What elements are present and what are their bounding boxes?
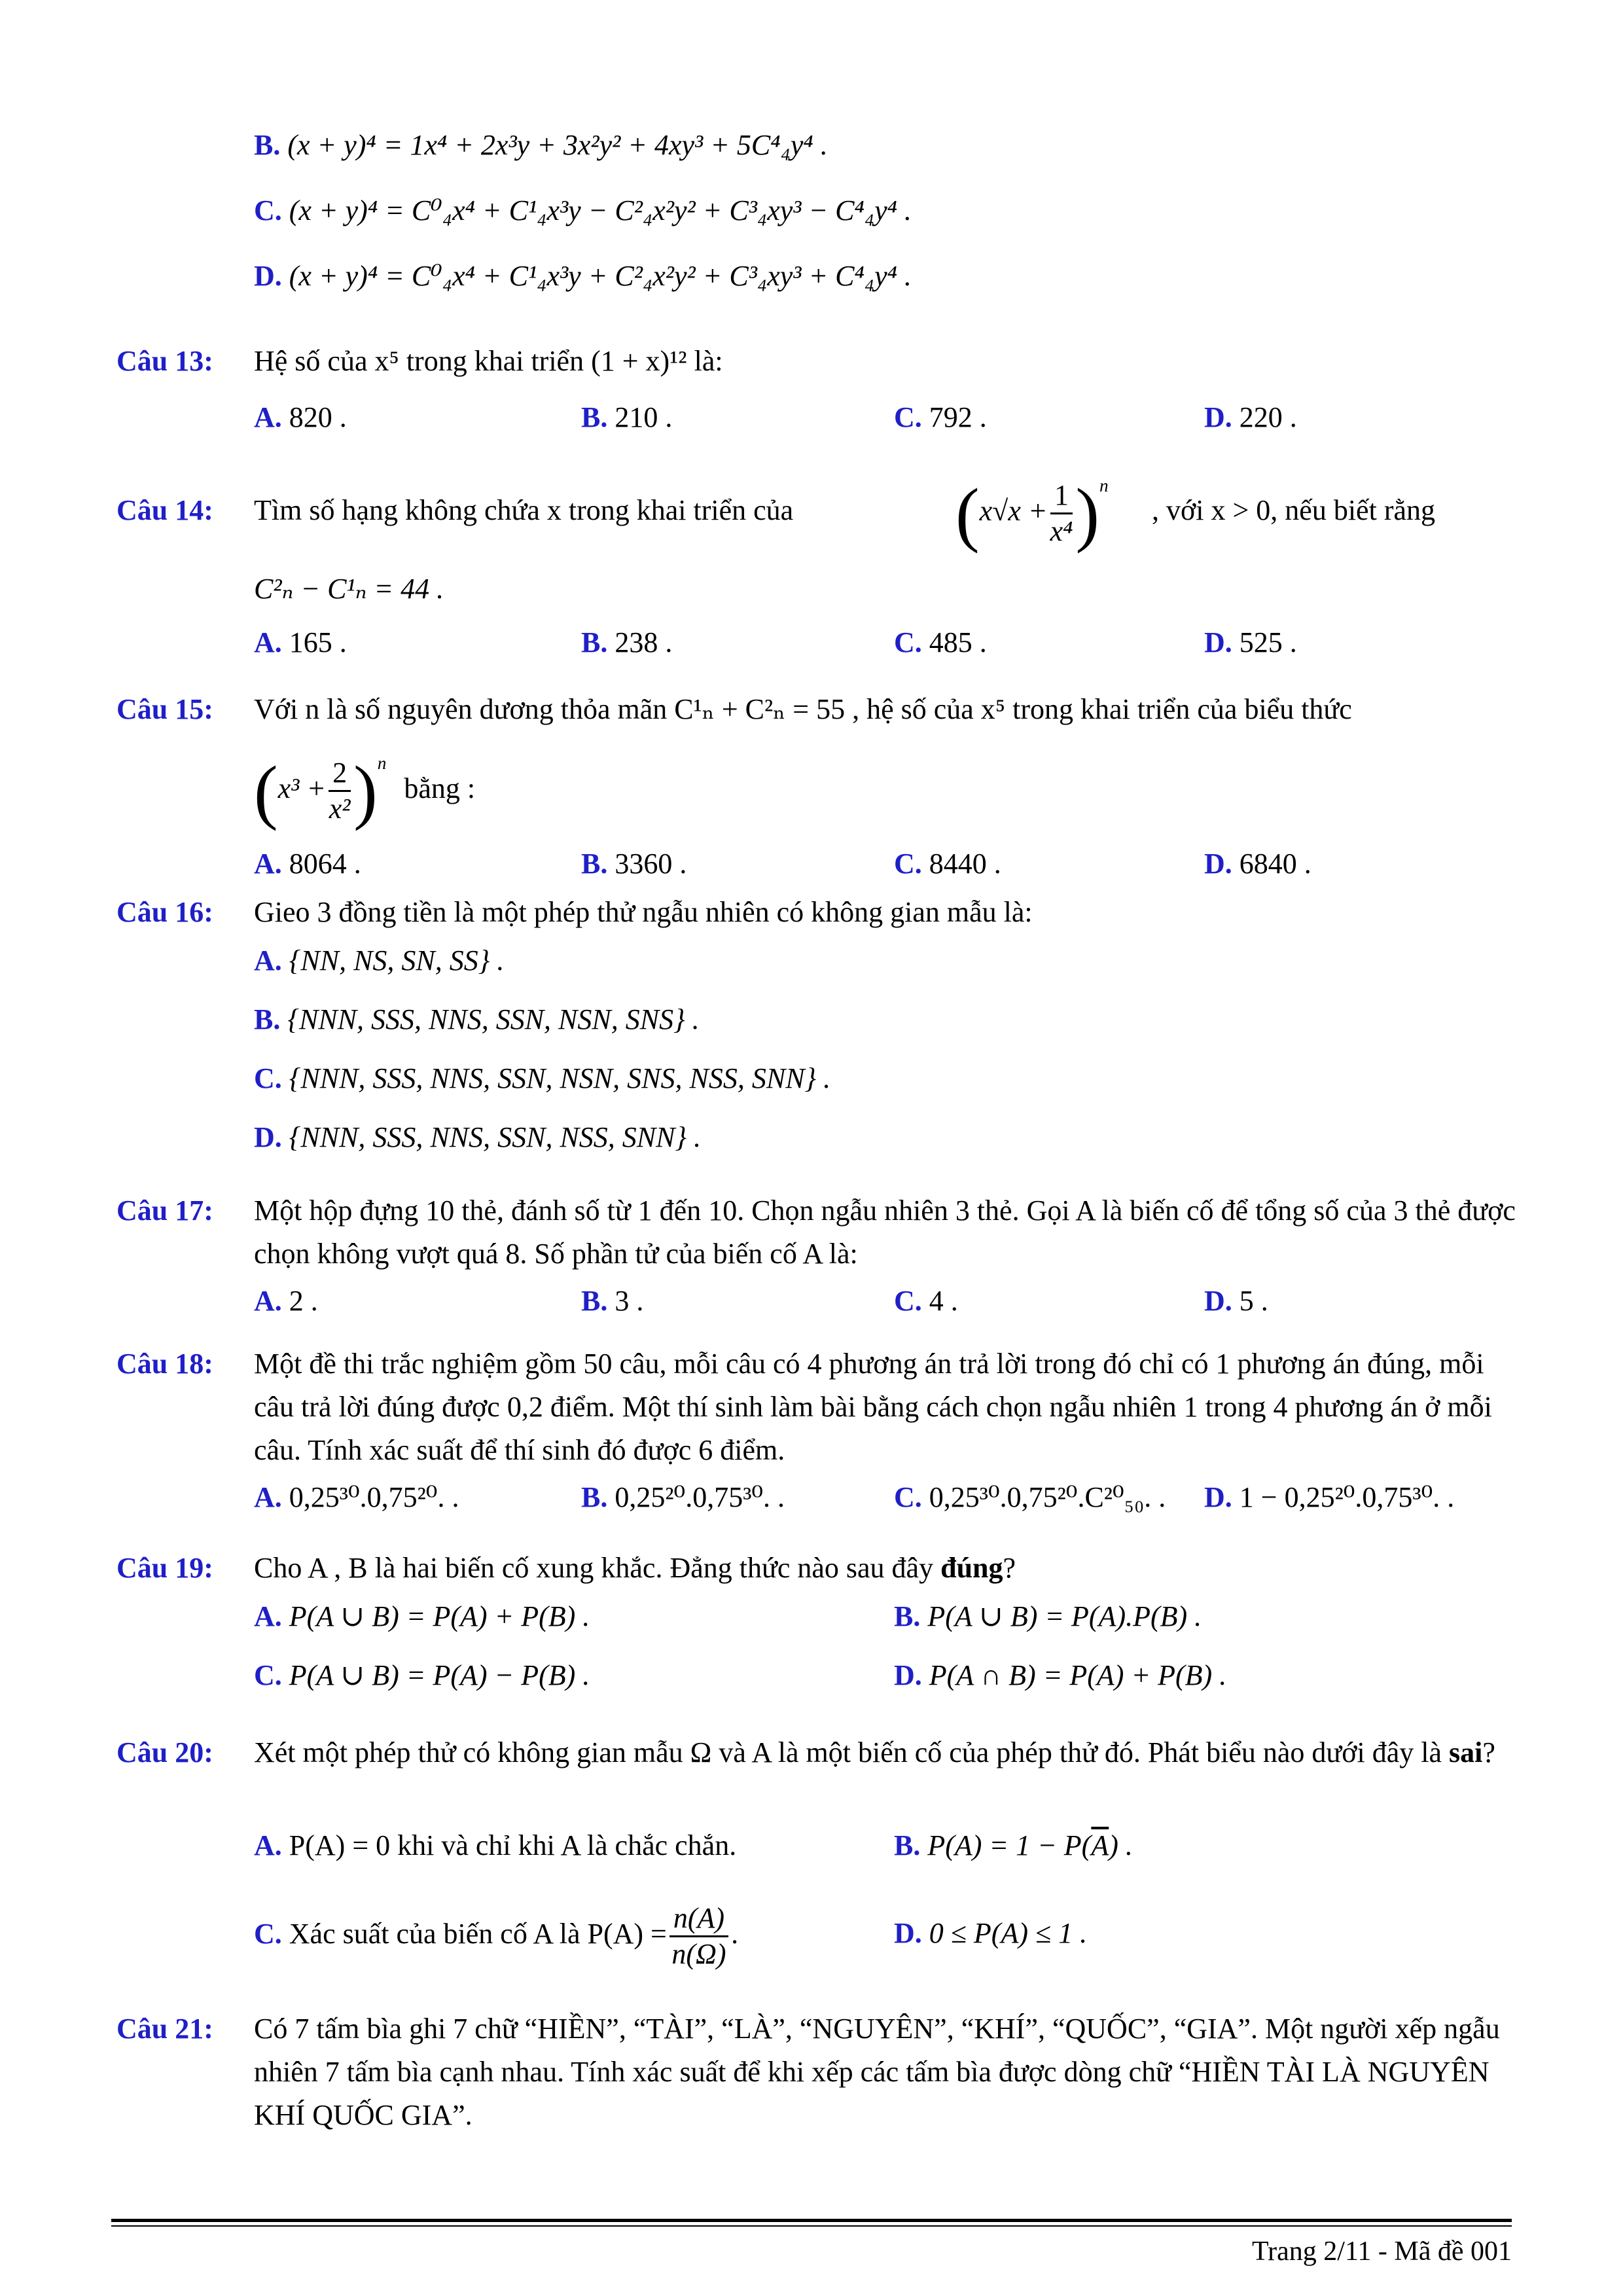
denominator: x⁴ <box>1050 515 1073 548</box>
paren-left: ( <box>254 751 278 831</box>
q15-expression <box>254 746 475 831</box>
exponent: n <box>1099 476 1109 495</box>
numerator: 1 <box>1050 478 1073 514</box>
denominator: n(Ω) <box>671 1938 726 1971</box>
q13-option-b <box>581 398 672 437</box>
option-text: 792 . <box>929 401 987 433</box>
option-text: 0,25³⁰.0,75²⁰. . <box>289 1481 459 1513</box>
q15-option-a <box>254 844 361 884</box>
q20-option-b <box>894 1826 1133 1865</box>
option-label: D. <box>894 1917 922 1949</box>
footer-rule-thick <box>111 2219 1512 2222</box>
option-text: 0,25³⁰.0,75²⁰.C²⁰₅₀. . <box>929 1481 1166 1513</box>
option-text: 2 . <box>289 1285 318 1317</box>
option-label: B. <box>894 1829 921 1861</box>
footer-rule-thin <box>111 2225 1512 2227</box>
q12-option-b <box>254 126 828 165</box>
q19-number: Câu 19: <box>116 1552 213 1584</box>
q18-option-a <box>254 1478 459 1517</box>
q14-option-c <box>894 623 987 662</box>
option-label: A. <box>254 401 282 433</box>
q20-option-d <box>894 1914 1087 1953</box>
q20-option-c <box>254 1898 738 1971</box>
option-text: 820 . <box>289 401 347 433</box>
q19-option-a <box>254 1597 590 1636</box>
q16-number: Câu 16: <box>116 896 213 928</box>
paren-left: ( <box>955 473 980 554</box>
option-text: {NNN, SSS, NNS, SSN, NSS, SNN} . <box>289 1121 702 1153</box>
q14-stem-c: C²ₙ − C¹ₙ = 44 . <box>254 573 444 605</box>
q17-option-b <box>581 1282 643 1321</box>
option-label: C. <box>254 1659 282 1691</box>
option-text: 210 . <box>615 401 673 433</box>
option-text: 238 . <box>615 626 673 658</box>
stem-end: ? <box>1003 1552 1016 1584</box>
option-text: 485 . <box>929 626 987 658</box>
option-text: 165 . <box>289 626 347 658</box>
q14-expression <box>955 469 1109 554</box>
option-label: C. <box>254 1918 282 1950</box>
option-text-a: P(A) = 1 − P( <box>927 1829 1092 1861</box>
option-label: C. <box>894 848 922 880</box>
option-label: B. <box>581 1285 608 1317</box>
page-footer: Trang 2/11 - Mã đề 001 <box>1251 2236 1512 2267</box>
option-label: A. <box>254 1600 282 1632</box>
option-text: 5 . <box>1239 1285 1268 1317</box>
q14-stem-a: Tìm số hạng không chứa x trong khai triển của <box>254 494 794 526</box>
numerator: 2 <box>329 756 351 792</box>
option-text: P(A ∪ B) = P(A).P(B) . <box>927 1600 1202 1632</box>
q13-stem: Hệ số của x⁵ trong khai triển (1 + x)¹² là: <box>254 345 723 377</box>
q17-option-c <box>894 1282 958 1321</box>
option-label: C. <box>894 1481 922 1513</box>
numerator: n(A) <box>669 1901 728 1937</box>
option-label: B. <box>581 848 608 880</box>
q18-option-d <box>1204 1478 1454 1517</box>
option-label: C. <box>894 626 922 658</box>
option-label: B. <box>894 1600 921 1632</box>
option-label: D. <box>1204 848 1232 880</box>
option-text: 8440 . <box>929 848 1001 880</box>
option-text: 0,25²⁰.0,75³⁰. . <box>615 1481 785 1513</box>
option-text: 4 . <box>929 1285 958 1317</box>
q13-option-c <box>894 398 987 437</box>
exponent: n <box>377 753 387 773</box>
option-label: A. <box>254 1481 282 1513</box>
option-text: 1 − 0,25²⁰.0,75³⁰. . <box>1239 1481 1455 1513</box>
option-text: P(A ∪ B) = P(A) − P(B) . <box>289 1659 590 1691</box>
q14-option-b <box>581 623 672 662</box>
stem-emphasis: sai <box>1449 1736 1483 1768</box>
option-text: {NNN, SSS, NNS, SSN, NSN, SNS, NSS, SNN} . <box>289 1062 831 1094</box>
stem-text: Xét một phép thử có không gian mẫu Ω và A là một biến cố của phép thử đó. Phát biểu nào dưới đây là <box>254 1736 1450 1768</box>
q15-option-b <box>581 844 687 884</box>
paren-right: ) <box>353 751 378 831</box>
q13-option-a <box>254 398 347 437</box>
q21-number: Câu 21: <box>116 2013 213 2045</box>
q15-stem-b: bằng : <box>404 772 476 804</box>
option-label: D. <box>254 1121 282 1153</box>
q16-option-c <box>254 1059 830 1098</box>
option-text: 3360 . <box>615 848 687 880</box>
option-label: B. <box>581 1481 608 1513</box>
q19-option-d <box>894 1656 1226 1695</box>
q16-option-b <box>254 1000 700 1039</box>
q15-option-c <box>894 844 1001 884</box>
stem-end: ? <box>1482 1736 1495 1768</box>
option-label: D. <box>254 260 282 292</box>
option-label: B. <box>581 626 608 658</box>
q15-number: Câu 15: <box>116 693 213 725</box>
q18-number: Câu 18: <box>116 1348 213 1380</box>
option-label: A. <box>254 848 282 880</box>
paren-right: ) <box>1075 473 1100 554</box>
q17-number: Câu 17: <box>116 1194 213 1227</box>
fraction <box>669 1901 728 1971</box>
option-text-b: ) . <box>1109 1829 1133 1861</box>
expr-lead: x√x + <box>979 495 1048 527</box>
q16-option-a <box>254 941 504 980</box>
option-text: P(A ∪ B) = P(A) + P(B) . <box>289 1600 590 1632</box>
option-text-a: Xác suất của biến cố A là P(A) = <box>289 1918 667 1950</box>
q15-option-d <box>1204 844 1311 884</box>
option-label: C. <box>254 194 282 226</box>
option-text: 525 . <box>1239 626 1297 658</box>
fraction <box>1050 478 1073 548</box>
q20-option-a <box>254 1826 736 1865</box>
q19-option-c <box>254 1656 590 1695</box>
option-label: A. <box>254 1829 282 1861</box>
stem-text: Cho A , B là hai biến cố xung khắc. Đẳng thức nào sau đây <box>254 1552 941 1584</box>
option-label: D. <box>1204 401 1232 433</box>
option-text: P(A ∩ B) = P(A) + P(B) . <box>929 1659 1227 1691</box>
q14-option-a <box>254 623 347 662</box>
option-text: 6840 . <box>1239 848 1311 880</box>
option-label: A. <box>254 1285 282 1317</box>
expr-lead: x³ + <box>277 772 327 804</box>
q17-option-d <box>1204 1282 1268 1321</box>
q12-option-d <box>254 257 912 296</box>
option-label: C. <box>254 1062 282 1094</box>
option-text: (x + y)⁴ = C⁰₄x⁴ + C¹₄x³y − C²₄x²y² + C³₄xy³ − C⁴₄y⁴ . <box>289 194 912 226</box>
option-text: P(A) = 0 khi và chỉ khi A là chắc chắn. <box>289 1829 737 1861</box>
q19-option-b <box>894 1597 1202 1636</box>
q13-option-d <box>1204 398 1297 437</box>
q20-number: Câu 20: <box>116 1736 213 1768</box>
option-text: {NNN, SSS, NNS, SSN, NSN, SNS} . <box>287 1003 700 1035</box>
option-text: (x + y)⁴ = 1x⁴ + 2x³y + 3x²y² + 4xy³ + 5C⁴₄y⁴ . <box>287 129 828 161</box>
option-label: B. <box>254 1003 281 1035</box>
q21-stem: Có 7 tấm bìa ghi 7 chữ “HIỀN”, “TÀI”, “LÀ”, “NGUYÊN”, “KHÍ”, “QUỐC”, “GIA”. Một người xếp ngẫu nhiên 7 tấm bìa cạnh nhau. Tính xác suất để khi xếp các tấm bìa được dòng chữ “HIỀN TÀI LÀ NGUYÊN KHÍ QUỐC GIA”. <box>254 2013 1500 2131</box>
q17-stem: Một hộp đựng 10 thẻ, đánh số từ 1 đến 10. Chọn ngẫu nhiên 3 thẻ. Gọi A là biến cố để tổng số của 3 thẻ được chọn không vượt quá 8. Số phần tử của biến cố A là: <box>254 1194 1516 1270</box>
option-text: (x + y)⁴ = C⁰₄x⁴ + C¹₄x³y + C²₄x²y² + C³₄xy³ + C⁴₄y⁴ . <box>289 260 912 292</box>
option-text: 220 . <box>1239 401 1297 433</box>
q18-stem: Một đề thi trắc nghiệm gồm 50 câu, mỗi câu có 4 phương án trả lời trong đó chỉ có 1 phương án đúng, mỗi câu trả lời đúng được 0,2 điểm. Một thí sinh làm bài bằng cách chọn ngẫu nhiên 1 trong 4 phương án ở mỗi câu. Tính xác suất để thí sinh đó được 6 điểm. <box>254 1348 1492 1466</box>
option-text-b: . <box>731 1918 739 1950</box>
option-label: A. <box>254 626 282 658</box>
option-text: {NN, NS, SN, SS} . <box>289 944 505 977</box>
q14-stem-b: , với x > 0, nếu biết rằng <box>1152 494 1435 526</box>
q16-option-d <box>254 1118 701 1157</box>
q13-number: Câu 13: <box>116 345 213 377</box>
q18-option-c <box>894 1478 1166 1517</box>
option-text: 8064 . <box>289 848 361 880</box>
q14-option-d <box>1204 623 1297 662</box>
complement-event: $\overline{A}$ <box>1091 1829 1109 1861</box>
option-text: 3 . <box>615 1285 644 1317</box>
option-label: C. <box>894 1285 922 1317</box>
q20-stem <box>254 1731 1517 1774</box>
option-label: A. <box>254 944 282 977</box>
option-label: B. <box>254 129 281 161</box>
option-label: D. <box>1204 1481 1232 1513</box>
option-text: 0 ≤ P(A) ≤ 1 . <box>929 1917 1088 1949</box>
fraction <box>329 756 351 826</box>
q12-option-c <box>254 191 912 230</box>
q19-stem <box>254 1549 1016 1588</box>
option-label: D. <box>1204 626 1232 658</box>
q16-stem: Gieo 3 đồng tiền là một phép thử ngẫu nhiên có không gian mẫu là: <box>254 896 1033 928</box>
q17-option-a <box>254 1282 318 1321</box>
stem-emphasis: đúng <box>940 1552 1003 1584</box>
denominator: x² <box>329 793 351 825</box>
option-label: B. <box>581 401 608 433</box>
q18-option-b <box>581 1478 785 1517</box>
option-label: C. <box>894 401 922 433</box>
q14-number: Câu 14: <box>116 494 213 526</box>
option-label: D. <box>894 1659 922 1691</box>
option-label: D. <box>1204 1285 1232 1317</box>
q15-stem-a: Với n là số nguyên dương thỏa mãn C¹ₙ + C²ₙ = 55 , hệ số của x⁵ trong khai triển của biểu thức <box>254 693 1352 725</box>
